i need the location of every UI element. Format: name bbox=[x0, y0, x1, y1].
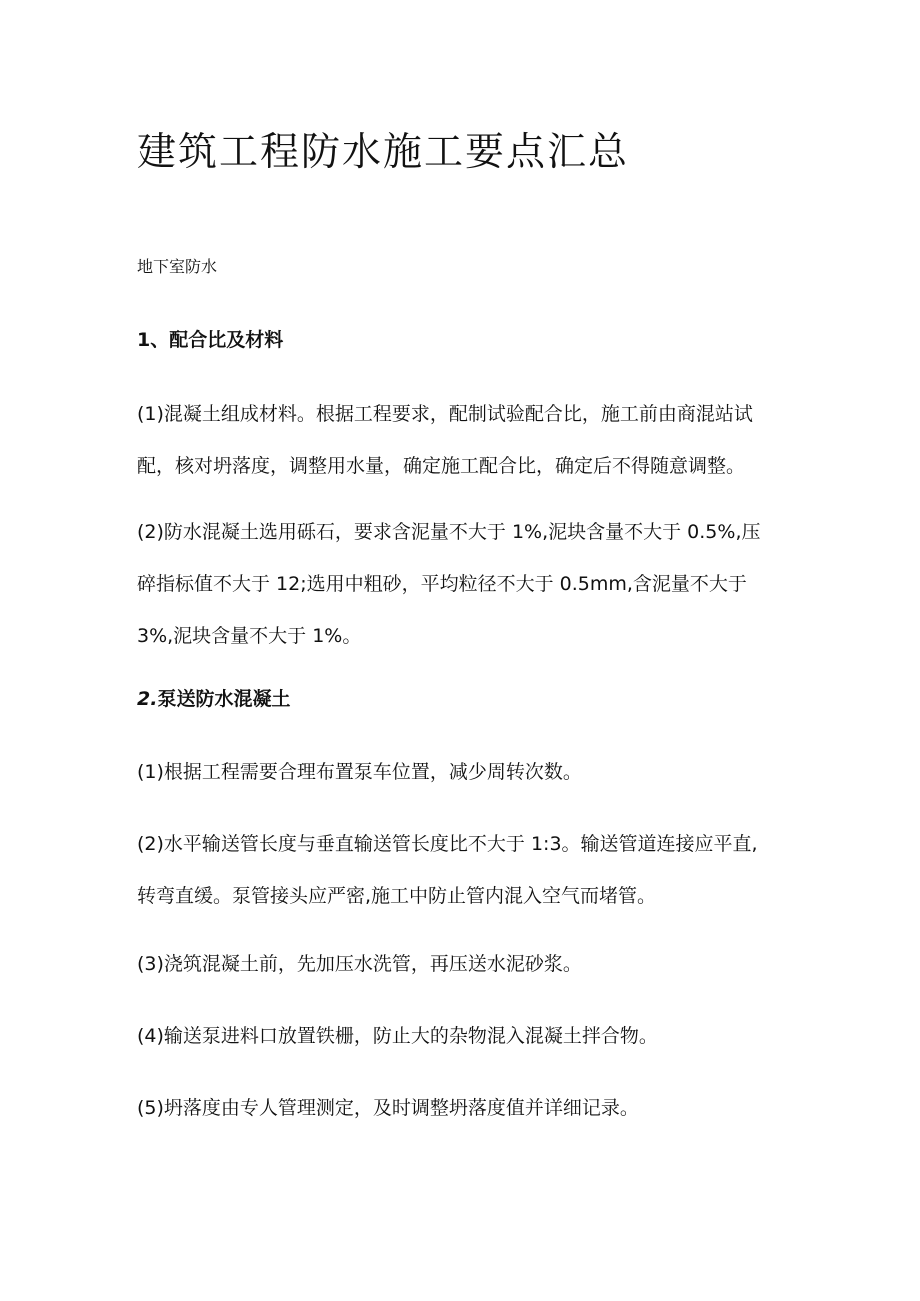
heading-mix-ratio-materials: 1、配合比及材料 bbox=[137, 329, 284, 351]
paragraph-pump-position bbox=[137, 746, 797, 798]
paragraph-line: (3)浇筑混凝土前，先加压水洗管，再压送水泥砂浆。 bbox=[137, 953, 582, 975]
paragraph-inlet-grate bbox=[137, 1010, 797, 1062]
paragraph-aggregate-requirements bbox=[137, 506, 797, 662]
paragraph-concrete-materials bbox=[137, 388, 797, 492]
document-title: 建筑工程防水施工要点汇总 bbox=[137, 130, 630, 175]
paragraph-line: (1)根据工程需要合理布置泵车位置，减少周转次数。 bbox=[137, 761, 582, 783]
heading-pumped-concrete bbox=[137, 686, 290, 712]
paragraph-line: 转弯直缓。泵管接头应严密,施工中防止管内混入空气而堵管。 bbox=[137, 885, 657, 907]
paragraph-line: (1)混凝土组成材料。根据工程要求，配制试验配合比，施工前由商混站试 bbox=[137, 403, 753, 425]
paragraph-line: (2)水平输送管长度与垂直输送管长度比不大于 1:3。输送管道连接应平直, bbox=[137, 833, 758, 855]
paragraph-line: (4)输送泵进料口放置铁栅，防止大的杂物混入混凝土拌合物。 bbox=[137, 1025, 658, 1047]
paragraph-line: (2)防水混凝土选用砾石，要求含泥量不大于 1%,泥块含量不大于 0.5%,压 bbox=[137, 521, 761, 543]
paragraph-line: (5)坍落度由专人管理测定，及时调整坍落度值并详细记录。 bbox=[137, 1097, 639, 1119]
paragraph-pipe-washing bbox=[137, 938, 797, 990]
heading-text: 泵送防水混凝土 bbox=[157, 688, 291, 710]
paragraph-pipe-ratio bbox=[137, 818, 797, 922]
paragraph-line: 3%,泥块含量不大于 1%。 bbox=[137, 625, 362, 647]
section-title: 地下室防水 bbox=[137, 257, 218, 276]
paragraph-slump-record bbox=[137, 1082, 797, 1134]
paragraph-line: 碎指标值不大于 12;选用中粗砂，平均粒径不大于 0.5mm,含泥量不大于 bbox=[137, 573, 747, 595]
heading-number: 2. bbox=[137, 688, 158, 710]
paragraph-line: 配，核对坍落度，调整用水量，确定施工配合比，确定后不得随意调整。 bbox=[137, 455, 746, 477]
